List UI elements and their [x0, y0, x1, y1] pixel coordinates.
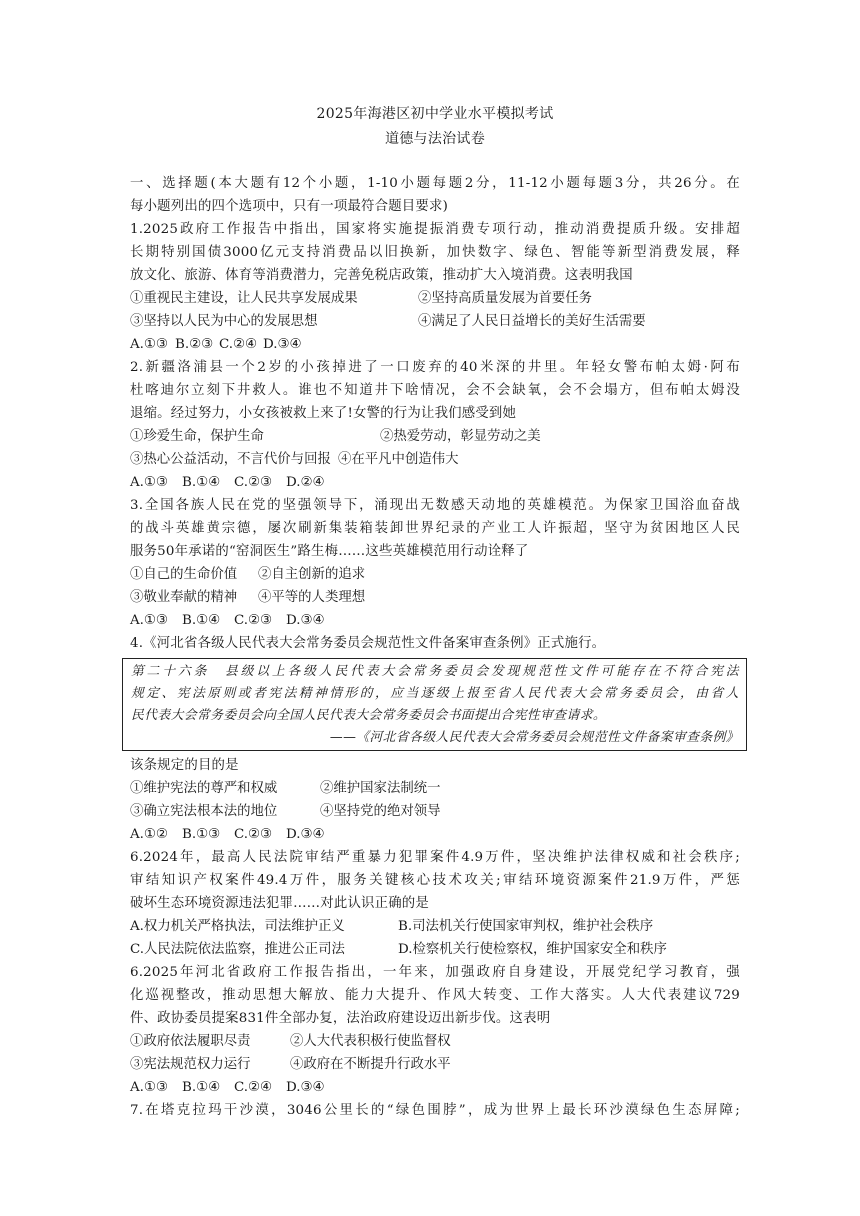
q1-option-3: ③坚持以人民为中心的发展思想: [130, 314, 318, 329]
section-instructions-line1: 一、选择题(本大题有12个小题，1-10小题每题2分，11-12小题每题3分，共26分。在: [130, 176, 740, 191]
exam-page: [130, 102, 740, 1122]
q3-option-3: ③敬业奉献的精神: [130, 590, 238, 605]
q1-option-2: ②坚持高质量发展为首要任务: [418, 291, 593, 306]
q1-answer-b: B.②③: [175, 337, 214, 352]
q6-stem-line1: 6.2025年河北省政府工作报告指出，一年来，加强政府自身建设，开展党纪学习教育，强: [130, 965, 740, 980]
q3-option-2: ②自主创新的追求: [258, 567, 366, 582]
q6-option-1: ①政府依法履职尽责: [130, 1034, 251, 1049]
q1-answer-c: C.②④: [219, 337, 258, 352]
q2-answer-d: D.②④: [286, 475, 325, 490]
q3-stem-line2: 的战斗英雄黄宗德，屡次刷新集装箱装卸世界纪录的产业工人许振超，坚守为贫困地区人民: [130, 521, 740, 536]
q1-answer-a: A.①③: [130, 337, 168, 352]
q6-options-row1: [130, 1030, 740, 1053]
q4-answer-b: B.①③: [182, 827, 221, 842]
q1-options-row2: [130, 310, 740, 333]
q4-answer-c: C.②③: [234, 827, 273, 842]
q4-answers: [130, 823, 740, 846]
q5-answer-b: B.司法机关行使国家审判权，维护社会秩序: [398, 919, 654, 934]
q1-stem-line2: 长期特别国债3000亿元支持消费品以旧换新，加快数字、绿色、智能等新型消费发展，释: [130, 245, 740, 260]
exam-title: 2025年海港区初中学业水平模拟考试: [316, 106, 554, 122]
q5-stem-line3: 破坏生态环境资源违法犯罪……对此认识正确的是: [130, 896, 429, 911]
q6-option-3: ③宪法规范权力运行: [130, 1057, 251, 1072]
q4-answer-d: D.③④: [286, 827, 325, 842]
q2-option-4: ④在平凡中创造伟大: [338, 452, 459, 467]
q4-quote-source: ——《河北省各级人民代表大会常务委员会规范性文件备案审查条例》: [329, 730, 739, 745]
q4-stem-line2: 该条规定的目的是: [130, 758, 239, 773]
q3-option-4: ④平等的人类理想: [258, 590, 366, 605]
q4-option-2: ②维护国家法制统一: [320, 781, 441, 796]
q3-answers: [130, 609, 740, 632]
q1-option-4: ④满足了人民日益增长的美好生活需要: [418, 314, 646, 329]
q1-options-row1: [130, 287, 740, 310]
q6-answer-a: A.①③: [130, 1080, 168, 1095]
q4-quote-line1: 第二十六条 县级以上各级人民代表大会常务委员会发现规范性文件可能存在不符合宪法: [131, 664, 739, 679]
q4-option-3: ③确立宪法根本法的地位: [130, 804, 278, 819]
q6-option-2: ②人大代表积极行使监督权: [290, 1034, 451, 1049]
q4-quote-line2: 规定、宪法原则或者宪法精神情形的，应当逐级上报至省人民代表大会常务委员会，由省人: [131, 686, 739, 701]
q2-stem-line1: 2.新疆洛浦县一个2岁的小孩掉进了一口废弃的40米深的井里。年轻女警布帕太姆·阿布: [130, 360, 740, 375]
q2-option-3: ③热心公益活动，不言代价与回报: [130, 452, 331, 467]
q4-option-4: ④坚持党的绝对领导: [320, 804, 441, 819]
q6-stem-line3: 件、政协委员提案831件全部办复，法治政府建设迈出新步伐。这表明: [130, 1011, 551, 1026]
q3-answer-b: B.①④: [182, 613, 221, 628]
q1-answers: [130, 333, 740, 356]
q5-answers-row1: [130, 915, 740, 938]
q5-answer-d: D.检察机关行使检察权，维护国家安全和秩序: [398, 942, 667, 957]
q6-answer-b: B.①④: [182, 1080, 221, 1095]
q7-stem-line1: 7.在塔克拉玛干沙漠，3046公里长的“绿色围脖”，成为世界上最长环沙漠绿色生态屏障;: [130, 1103, 740, 1118]
q1-option-1: ①重视民主建设，让人民共享发展成果: [130, 291, 358, 306]
q2-answers: [130, 471, 740, 494]
q3-answer-a: A.①③: [130, 613, 168, 628]
q4-quote-box: [122, 658, 747, 751]
q2-answer-c: C.②③: [234, 475, 273, 490]
q5-answers-row2: [130, 938, 740, 961]
q6-answer-d: D.③④: [286, 1080, 325, 1095]
q5-answer-a: A.权力机关严格执法，司法维护正义: [130, 919, 345, 934]
section-instructions-line2: 每小题列出的四个选项中，只有一项最符合题目要求): [130, 199, 449, 214]
q2-stem-line3: 退缩。经过努力，小女孩被救上来了!女警的行为让我们感受到她: [130, 406, 517, 421]
q2-answer-b: B.①④: [182, 475, 221, 490]
q5-stem-line2: 审结知识产权案件49.4万件，服务关键核心技术攻关;审结环境资源案件21.9万件，严惩: [130, 873, 740, 888]
q3-options-row2: [130, 586, 740, 609]
q6-stem-line2: 化巡视整改，推动思想大解放、能力大提升、作风大转变、工作大落实。人大代表建议729: [130, 988, 740, 1003]
q3-options-row1: [130, 563, 740, 586]
q4-options-row2: [130, 800, 740, 823]
title-spacer: [130, 152, 740, 172]
q1-answer-d: D.③④: [263, 337, 302, 352]
q2-stem-line2: 杜喀迪尔立刻下井救人。谁也不知道井下啥情况，会不会缺氧，会不会塌方，但布帕太姆没: [130, 383, 740, 398]
q3-stem-line3: 服务50年承诺的“窑洞医生”路生梅……这些英雄模范用行动诠释了: [130, 544, 529, 559]
q3-answer-d: D.③④: [286, 613, 325, 628]
q3-stem-line1: 3.全国各族人民在党的坚强领导下，涌现出无数感天动地的英雄模范。为保家卫国浴血奋战: [130, 498, 740, 513]
q1-stem-line1: 1.2025政府工作报告中指出，国家将实施提振消费专项行动，推动消费提质升级。安排超: [130, 222, 740, 237]
q2-option-1: ①珍爱生命，保护生命: [130, 429, 264, 444]
q5-answer-c: C.人民法院依法监察，推进公正司法: [130, 942, 345, 957]
q2-options-row2: [130, 448, 740, 471]
q3-answer-c: C.②③: [234, 613, 273, 628]
q4-option-1: ①维护宪法的尊严和权威: [130, 781, 278, 796]
exam-subtitle: 道德与法治试卷: [384, 131, 486, 147]
q4-options-row1: [130, 777, 740, 800]
q6-option-4: ④政府在不断提升行政水平: [290, 1057, 451, 1072]
q2-answer-a: A.①③: [130, 475, 168, 490]
q6-answer-c: C.②④: [234, 1080, 273, 1095]
q2-option-2: ②热爱劳动，彰显劳动之美: [380, 429, 541, 444]
q6-options-row2: [130, 1053, 740, 1076]
q1-stem-line3: 放文化、旅游、体育等消费潜力，完善免税店政策，推动扩大入境消费。这表明我国: [130, 268, 633, 283]
q6-answers: [130, 1076, 740, 1099]
q5-stem-line1: 6.2024年，最高人民法院审结严重暴力犯罪案件4.9万件，坚决维护法律权威和社会秩序;: [130, 850, 740, 865]
q4-quote-line3: 民代表大会常务委员会向全国人民代表大会常务委员会书面提出合宪性审查请求。: [131, 708, 607, 723]
q4-stem-line1: 4.《河北省各级人民代表大会常务委员会规范性文件备案审查条例》正式施行。: [130, 636, 606, 651]
q2-options-row1: [130, 425, 740, 448]
q4-answer-a: A.①②: [130, 827, 168, 842]
q3-option-1: ①自己的生命价值: [130, 567, 238, 582]
